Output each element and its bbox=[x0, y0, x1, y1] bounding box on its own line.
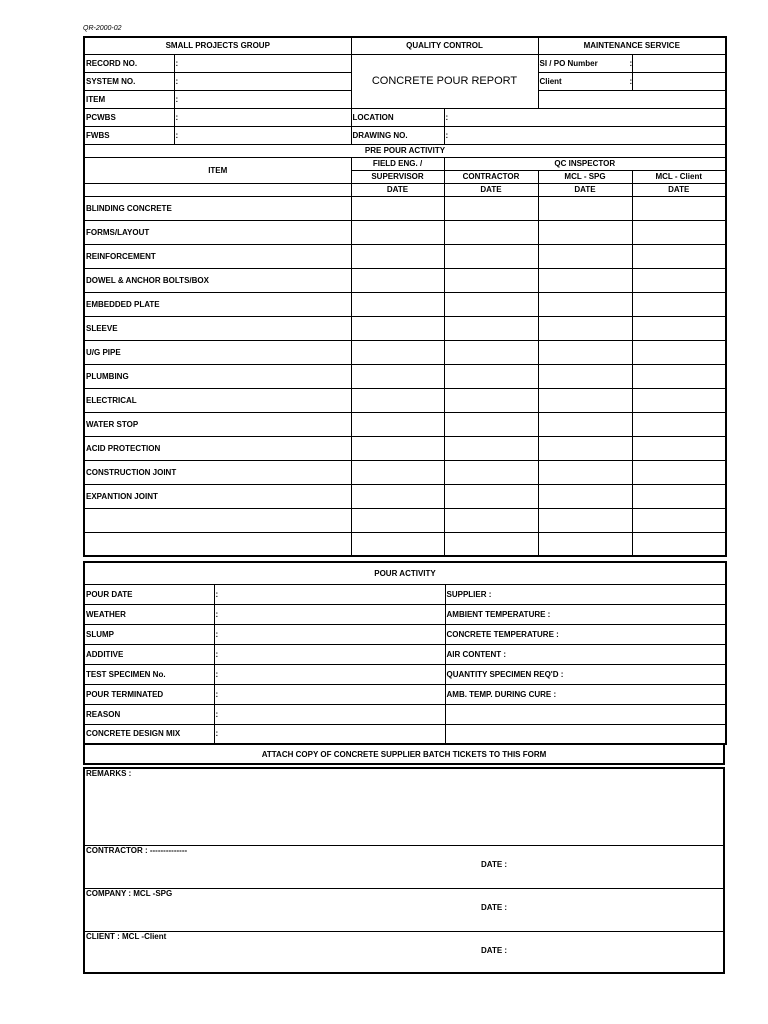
table-row bbox=[84, 244, 726, 268]
table-row bbox=[84, 584, 726, 604]
date-cell[interactable] bbox=[351, 532, 444, 556]
table-row bbox=[84, 664, 726, 684]
location-field[interactable] bbox=[444, 108, 726, 126]
table-row bbox=[84, 220, 726, 244]
document-code: QR-2000-02 bbox=[83, 25, 122, 32]
pour-right-field[interactable]: SUPPLIER : bbox=[445, 584, 726, 604]
pour-field-label: ADDITIVE bbox=[84, 644, 214, 664]
colon: : bbox=[175, 76, 179, 86]
date-cell[interactable] bbox=[538, 532, 632, 556]
pre-pour-item: U/G PIPE bbox=[84, 340, 351, 364]
date-header: DATE bbox=[351, 183, 444, 196]
pre-pour-item: ACID PROTECTION bbox=[84, 436, 351, 460]
date-cell[interactable] bbox=[444, 484, 538, 508]
date-cell[interactable] bbox=[444, 316, 538, 340]
date-cell[interactable] bbox=[444, 388, 538, 412]
table-row bbox=[84, 624, 726, 644]
signoff-field[interactable] bbox=[84, 932, 724, 974]
table-row bbox=[84, 604, 726, 624]
date-cell[interactable] bbox=[351, 220, 444, 244]
qc-header: QUALITY CONTROL bbox=[351, 37, 538, 54]
table-row bbox=[84, 436, 726, 460]
pour-field-value[interactable] bbox=[214, 704, 445, 724]
date-cell[interactable] bbox=[351, 436, 444, 460]
date-cell[interactable] bbox=[351, 412, 444, 436]
table-row bbox=[84, 316, 726, 340]
date-cell[interactable] bbox=[632, 412, 726, 436]
date-cell[interactable] bbox=[632, 532, 726, 556]
colon: : bbox=[215, 669, 219, 679]
date-cell[interactable] bbox=[538, 412, 632, 436]
pour-field-label: SLUMP bbox=[84, 624, 214, 644]
pour-field-value[interactable] bbox=[214, 664, 445, 684]
date-cell[interactable] bbox=[351, 292, 444, 316]
fwbs-label: FWBS bbox=[84, 126, 174, 144]
date-cell[interactable] bbox=[444, 340, 538, 364]
record-no-label: RECORD NO. bbox=[84, 54, 174, 72]
item-column-header: ITEM bbox=[84, 157, 351, 183]
item-field[interactable] bbox=[174, 90, 351, 108]
colon: : bbox=[215, 649, 219, 659]
colon: : bbox=[175, 130, 179, 140]
pre-pour-item: REINFORCEMENT bbox=[84, 244, 351, 268]
pour-activity-title: POUR ACTIVITY bbox=[84, 562, 726, 584]
table-row bbox=[84, 508, 726, 532]
date-cell[interactable] bbox=[632, 292, 726, 316]
group-header: SMALL PROJECTS GROUP bbox=[84, 37, 351, 54]
item-label: ITEM bbox=[84, 90, 174, 108]
colon: : bbox=[215, 589, 219, 599]
remarks-label: REMARKS : bbox=[86, 769, 132, 778]
remarks-signoff-table bbox=[83, 767, 725, 974]
table-row bbox=[84, 412, 726, 436]
pcwbs-label: PCWBS bbox=[84, 108, 174, 126]
colon: : bbox=[215, 729, 219, 739]
signoff-row bbox=[84, 932, 724, 974]
system-no-field[interactable] bbox=[174, 72, 351, 90]
record-no-field[interactable] bbox=[174, 54, 351, 72]
table-row bbox=[84, 644, 726, 664]
date-cell[interactable] bbox=[444, 292, 538, 316]
colon: : bbox=[215, 629, 219, 639]
date-cell[interactable] bbox=[632, 460, 726, 484]
date-cell[interactable] bbox=[632, 268, 726, 292]
colon: : bbox=[175, 94, 179, 104]
pre-pour-item: EMBEDDED PLATE bbox=[84, 292, 351, 316]
pour-right-field[interactable]: AMB. TEMP. DURING CURE : bbox=[445, 684, 726, 704]
pre-pour-title: PRE POUR ACTIVITY bbox=[84, 144, 726, 157]
pour-right-field[interactable]: AMBIENT TEMPERATURE : bbox=[445, 604, 726, 624]
mcl-client-header: MCL - Client bbox=[632, 170, 726, 183]
date-header: DATE bbox=[538, 183, 632, 196]
pour-right-field[interactable]: AIR CONTENT : bbox=[445, 644, 726, 664]
date-cell[interactable] bbox=[444, 220, 538, 244]
pour-field-value[interactable] bbox=[214, 584, 445, 604]
signoff-name: CLIENT : MCL -Client bbox=[86, 932, 167, 941]
date-cell[interactable] bbox=[351, 196, 444, 220]
blank-cell bbox=[84, 183, 351, 196]
pre-pour-item bbox=[84, 508, 351, 532]
table-row bbox=[84, 292, 726, 316]
signoff-row bbox=[84, 889, 724, 932]
signoff-date: DATE : bbox=[481, 860, 508, 869]
pour-field-value[interactable] bbox=[214, 644, 445, 664]
drawing-no-label: DRAWING NO. bbox=[351, 126, 444, 144]
pour-right-field[interactable] bbox=[445, 704, 726, 724]
date-cell[interactable] bbox=[632, 436, 726, 460]
pre-pour-item: BLINDING CONCRETE bbox=[84, 196, 351, 220]
date-cell[interactable] bbox=[351, 340, 444, 364]
pre-pour-item: DOWEL & ANCHOR BOLTS/BOX bbox=[84, 268, 351, 292]
pre-pour-item: EXPANTION JOINT bbox=[84, 484, 351, 508]
pour-field-value[interactable] bbox=[214, 684, 445, 704]
colon: : bbox=[445, 112, 449, 122]
date-cell[interactable] bbox=[351, 508, 444, 532]
signoff-date: DATE : bbox=[481, 946, 508, 955]
date-cell[interactable] bbox=[444, 436, 538, 460]
date-cell[interactable] bbox=[351, 268, 444, 292]
pour-field-value[interactable] bbox=[214, 604, 445, 624]
date-cell[interactable] bbox=[632, 508, 726, 532]
table-row bbox=[84, 484, 726, 508]
blank-cell bbox=[538, 90, 726, 108]
date-cell[interactable] bbox=[538, 244, 632, 268]
pre-pour-item: SLEEVE bbox=[84, 316, 351, 340]
table-row bbox=[84, 460, 726, 484]
colon: : bbox=[215, 609, 219, 619]
date-cell[interactable] bbox=[444, 412, 538, 436]
pre-pour-item bbox=[84, 532, 351, 556]
table-row bbox=[84, 196, 726, 220]
date-cell[interactable] bbox=[538, 436, 632, 460]
date-cell[interactable] bbox=[632, 364, 726, 388]
date-cell[interactable] bbox=[538, 340, 632, 364]
date-cell[interactable] bbox=[444, 268, 538, 292]
pre-pour-table bbox=[83, 36, 727, 557]
pour-right-field[interactable]: QUANTITY SPECIMEN REQ'D : bbox=[445, 664, 726, 684]
pour-field-label: POUR TERMINATED bbox=[84, 684, 214, 704]
pour-right-field[interactable] bbox=[445, 724, 726, 744]
supervisor-header: SUPERVISOR bbox=[351, 170, 444, 183]
contractor-header: CONTRACTOR bbox=[444, 170, 538, 183]
table-row bbox=[84, 684, 726, 704]
pour-field-label: WEATHER bbox=[84, 604, 214, 624]
si-po-field[interactable] bbox=[632, 54, 726, 72]
date-cell[interactable] bbox=[351, 244, 444, 268]
colon: : bbox=[175, 112, 179, 122]
system-no-label: SYSTEM NO. bbox=[84, 72, 174, 90]
date-cell[interactable] bbox=[351, 388, 444, 412]
colon: : bbox=[445, 130, 449, 140]
date-cell[interactable] bbox=[632, 220, 726, 244]
signoff-field[interactable] bbox=[84, 889, 724, 932]
field-eng-header: FIELD ENG. / bbox=[351, 157, 444, 170]
date-cell[interactable] bbox=[632, 316, 726, 340]
date-cell[interactable] bbox=[538, 508, 632, 532]
colon: : bbox=[215, 689, 219, 699]
signoff-name: CONTRACTOR : -------------- bbox=[86, 846, 188, 855]
table-row bbox=[84, 704, 726, 724]
date-cell[interactable] bbox=[538, 364, 632, 388]
date-cell[interactable] bbox=[444, 364, 538, 388]
signoff-row bbox=[84, 846, 724, 889]
mcl-spg-header: MCL - SPG bbox=[538, 170, 632, 183]
date-cell[interactable] bbox=[538, 388, 632, 412]
colon: : bbox=[175, 58, 179, 68]
date-cell[interactable] bbox=[351, 316, 444, 340]
signoff-date: DATE : bbox=[481, 903, 508, 912]
date-cell[interactable] bbox=[444, 532, 538, 556]
pre-pour-item: CONSTRUCTION JOINT bbox=[84, 460, 351, 484]
pcwbs-field[interactable] bbox=[174, 108, 351, 126]
pre-pour-item: ELECTRICAL bbox=[84, 388, 351, 412]
date-cell[interactable] bbox=[444, 196, 538, 220]
date-cell[interactable] bbox=[444, 460, 538, 484]
date-cell[interactable] bbox=[538, 460, 632, 484]
maintenance-header: MAINTENANCE SERVICE bbox=[538, 37, 726, 54]
date-cell[interactable] bbox=[538, 316, 632, 340]
date-cell[interactable] bbox=[444, 244, 538, 268]
pour-right-field[interactable]: CONCRETE TEMPERATURE : bbox=[445, 624, 726, 644]
pour-field-label: TEST SPECIMEN No. bbox=[84, 664, 214, 684]
signoff-field[interactable] bbox=[84, 846, 724, 889]
date-cell[interactable] bbox=[351, 484, 444, 508]
date-cell[interactable] bbox=[444, 508, 538, 532]
table-row bbox=[84, 532, 726, 556]
table-row bbox=[84, 364, 726, 388]
date-cell[interactable] bbox=[538, 484, 632, 508]
date-cell[interactable] bbox=[538, 220, 632, 244]
report-title: CONCRETE POUR REPORT bbox=[351, 54, 538, 108]
date-cell[interactable] bbox=[538, 268, 632, 292]
pour-field-value[interactable] bbox=[214, 724, 445, 744]
table-row bbox=[84, 724, 726, 744]
signoff-name: COMPANY : MCL -SPG bbox=[86, 889, 173, 898]
pour-field-label: POUR DATE bbox=[84, 584, 214, 604]
pre-pour-item: PLUMBING bbox=[84, 364, 351, 388]
colon: : bbox=[215, 709, 219, 719]
date-cell[interactable] bbox=[632, 196, 726, 220]
pour-field-value[interactable] bbox=[214, 624, 445, 644]
remarks-field[interactable] bbox=[84, 768, 724, 846]
table-row bbox=[84, 340, 726, 364]
attach-note-table bbox=[83, 743, 725, 765]
table-row bbox=[84, 268, 726, 292]
date-cell[interactable] bbox=[538, 292, 632, 316]
fwbs-field[interactable] bbox=[174, 126, 351, 144]
date-cell[interactable] bbox=[632, 244, 726, 268]
client-field[interactable] bbox=[632, 72, 726, 90]
attach-note: ATTACH COPY OF CONCRETE SUPPLIER BATCH TICKETS TO THIS FORM bbox=[84, 744, 724, 764]
pour-field-label: CONCRETE DESIGN MIX bbox=[84, 724, 214, 744]
client-label: Client : bbox=[538, 72, 632, 90]
date-cell[interactable] bbox=[351, 364, 444, 388]
pre-pour-item: WATER STOP bbox=[84, 412, 351, 436]
table-row bbox=[84, 388, 726, 412]
date-cell[interactable] bbox=[632, 340, 726, 364]
drawing-no-field[interactable] bbox=[444, 126, 726, 144]
location-label: LOCATION bbox=[351, 108, 444, 126]
date-header: DATE bbox=[632, 183, 726, 196]
pre-pour-item: FORMS/LAYOUT bbox=[84, 220, 351, 244]
date-cell[interactable] bbox=[351, 460, 444, 484]
date-cell[interactable] bbox=[632, 484, 726, 508]
pour-field-label: REASON bbox=[84, 704, 214, 724]
si-po-label: SI / PO Number : bbox=[538, 54, 632, 72]
pour-activity-table bbox=[83, 561, 727, 745]
qc-inspector-header: QC INSPECTOR bbox=[444, 157, 726, 170]
date-cell[interactable] bbox=[632, 388, 726, 412]
date-cell[interactable] bbox=[538, 196, 632, 220]
date-header: DATE bbox=[444, 183, 538, 196]
